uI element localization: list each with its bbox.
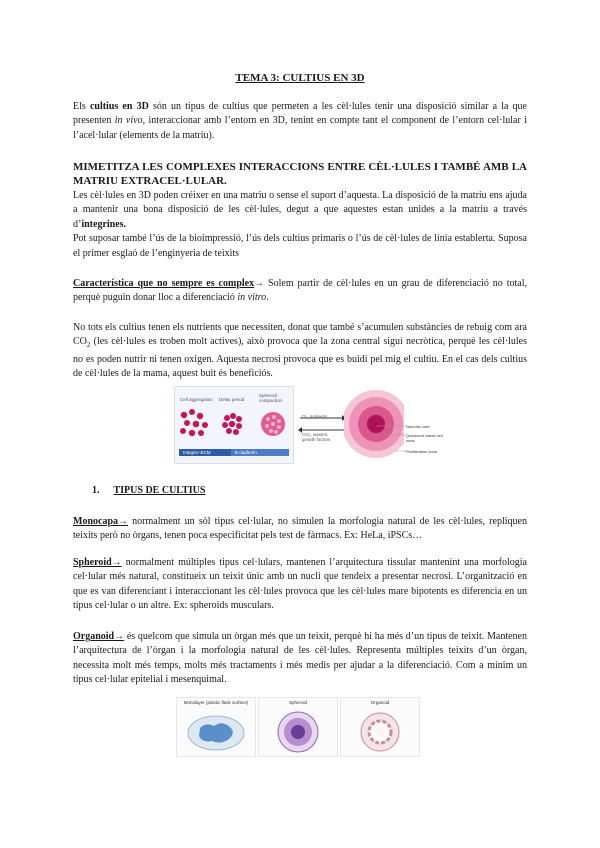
integrines-term: integrines. <box>81 218 127 230</box>
spheroid-paragraph <box>73 556 527 614</box>
spheroid-formation-figure <box>174 386 444 464</box>
cell-clusters-graphic <box>175 405 293 441</box>
in-vitro-text: in vitro <box>237 292 267 304</box>
list-heading-label: TIPUS DE CULTIUS <box>113 485 206 496</box>
culture-types-figure <box>176 697 420 755</box>
spheroid-term: Spheroid→ <box>73 557 122 568</box>
characteristic-text: → Solem partir de cèl·lules en un grau de diferenciació no total, perquè puguin donar lloc a diferenciació <box>73 278 527 304</box>
legend-proliferation-zone: Proliferation zone <box>406 449 438 454</box>
intro-term: cultius en 3D <box>89 101 149 112</box>
e-cadherin-bar: E-cadherin <box>231 449 289 456</box>
co2-subscript: 2 <box>86 341 91 350</box>
organoid-term: Organoid→ <box>73 631 125 642</box>
intro-paragraph <box>73 100 527 143</box>
co2-wastes-label: CO₂, wastes, growth factors <box>302 432 331 442</box>
organoid-text: és quelcom que simula un òrgan més que un teixit, perquè hi ha més d’un tipus de teixit. Mantenen l’arquitectura de l’òrgan i la morfologia natural de les cèl·lules. Representa múltiples teixits d’un òrgan, necessita molt més temps, molts més tractaments i més medis per ajudar a la diferenciació. Com a mínim un tipus cel·lular epitelial i mesenquimal. <box>73 631 527 686</box>
organoid-paragraph <box>73 630 527 688</box>
characteristic-paragraph <box>73 277 527 306</box>
stage-label-compaction: Spheroid compaction <box>259 393 283 403</box>
organoid-label: Organoid <box>370 700 390 705</box>
legend-lines <box>376 422 406 456</box>
monocapa-paragraph <box>73 515 527 544</box>
matrix-text-a: Les cèl·lules en 3D poden créixer en una matriu o sense el suport d’aquesta. La disposició de la matriu ens ajuda a mantenir una bona disposició de les cèl·lules, degut a que aquestes estan unides a la matriu a través d’ <box>73 190 527 230</box>
characteristic-end: . <box>266 292 269 304</box>
section-heading-mimetitza: MIMETITZA LES COMPLEXES INTERACCIONS ENTRE CÈL·LULES I TAMBÉ AMB LA MATRIU EXTRACEL·LULAR. <box>73 161 527 187</box>
intro-text-e: , interaccionar amb l’entorn en 3D, tenint en compte tant el component de l’entorn cel·lular i l’acel·lular (elements de la matriu). <box>73 115 527 141</box>
nutrients-text-b: (les cèl·lules es troben molt actives), això provoca que la zona central sigui necròtica, perquè les cèl·lules no es poden nutrir ni tenen oxigen. Aquesta necrosi provoca que es buidi pel mig el cultiu. En el cas dels cultius de cèl·lules de la mama, aquest buit és beneficiós. <box>73 336 527 380</box>
list-number: 1. <box>92 485 100 496</box>
spheroid-text: normalment múltiples tipus cel·lulars, mantenen l’arquitectura tissular mantenint una morfologia cel·lular més natural, constitueix un teixit únic amb un nucli que tendeix a presentar necrosi. L’organització en que es van diferenciant i interaccionant les cèl·lules provoca que les cèl·lules mare bipotents es diferencia en un tipus cel·lular o un altre. Ex: spheroids musculars. <box>73 557 527 612</box>
page-title: TEMA 3: CULTIUS EN 3D <box>235 72 365 84</box>
nutrients-text-a: No tots els cultius tenen els nutrients que necessiten, donat que també s’acumulen substàncies de rebuig com ara CO <box>73 322 527 348</box>
monolayer-graphic <box>186 714 246 752</box>
intro-text-c: són un tipus de cultius que permeten a les cèl·lules tenir una disposició similar a la que presenten <box>73 101 527 127</box>
monocapa-text: normalment un sòl tipus cel·lular, no simulen la morfologia natural de les cèl·lules, repliquen teixits però no òrgans, tenen poca especificitat pels test de fàrmacs. Ex: HeLa, iPSCs… <box>73 516 527 542</box>
list-heading-tipus <box>92 485 205 496</box>
organoid-graphic <box>358 708 402 754</box>
nutrients-paragraph <box>73 321 527 382</box>
stage-label-delay: Delay period <box>219 397 245 402</box>
spheroid-label: Spheroid <box>288 700 307 705</box>
spheroid-stages-panel <box>174 386 294 464</box>
spheroid-panel <box>258 697 338 757</box>
legend-quiescent-zone: Quiescent viable cell zone <box>406 433 443 443</box>
characteristic-term: Característica que no sempre es complex <box>73 278 255 289</box>
intro-in-vivo: in vivo <box>114 115 143 127</box>
stage-label-aggregation: Cell aggregation <box>180 397 213 402</box>
monocapa-term: Monocapa→ <box>73 516 128 527</box>
spheroid-graphic <box>276 708 320 754</box>
matrix-paragraph <box>73 189 527 261</box>
monolayer-label: Monolayer (plastic flask surface) <box>183 700 249 705</box>
matrix-text-c: Pot suposar també l’ús de la bioimpressió, l’ús dels cultius primaris o l’ús de cèl·lules de línia establerta. Suposa el primer esglaó de l’enginyeria de teixits <box>73 233 527 259</box>
intro-text-a: Els <box>73 101 90 112</box>
organoid-panel <box>340 697 420 757</box>
monolayer-panel <box>176 697 256 757</box>
o2-nutrients-label: O₂, nutrients <box>302 414 328 419</box>
legend-necrotic-core: Necrotic core <box>406 424 430 429</box>
integrin-ecm-bar: Integrin–ECM <box>179 449 231 456</box>
